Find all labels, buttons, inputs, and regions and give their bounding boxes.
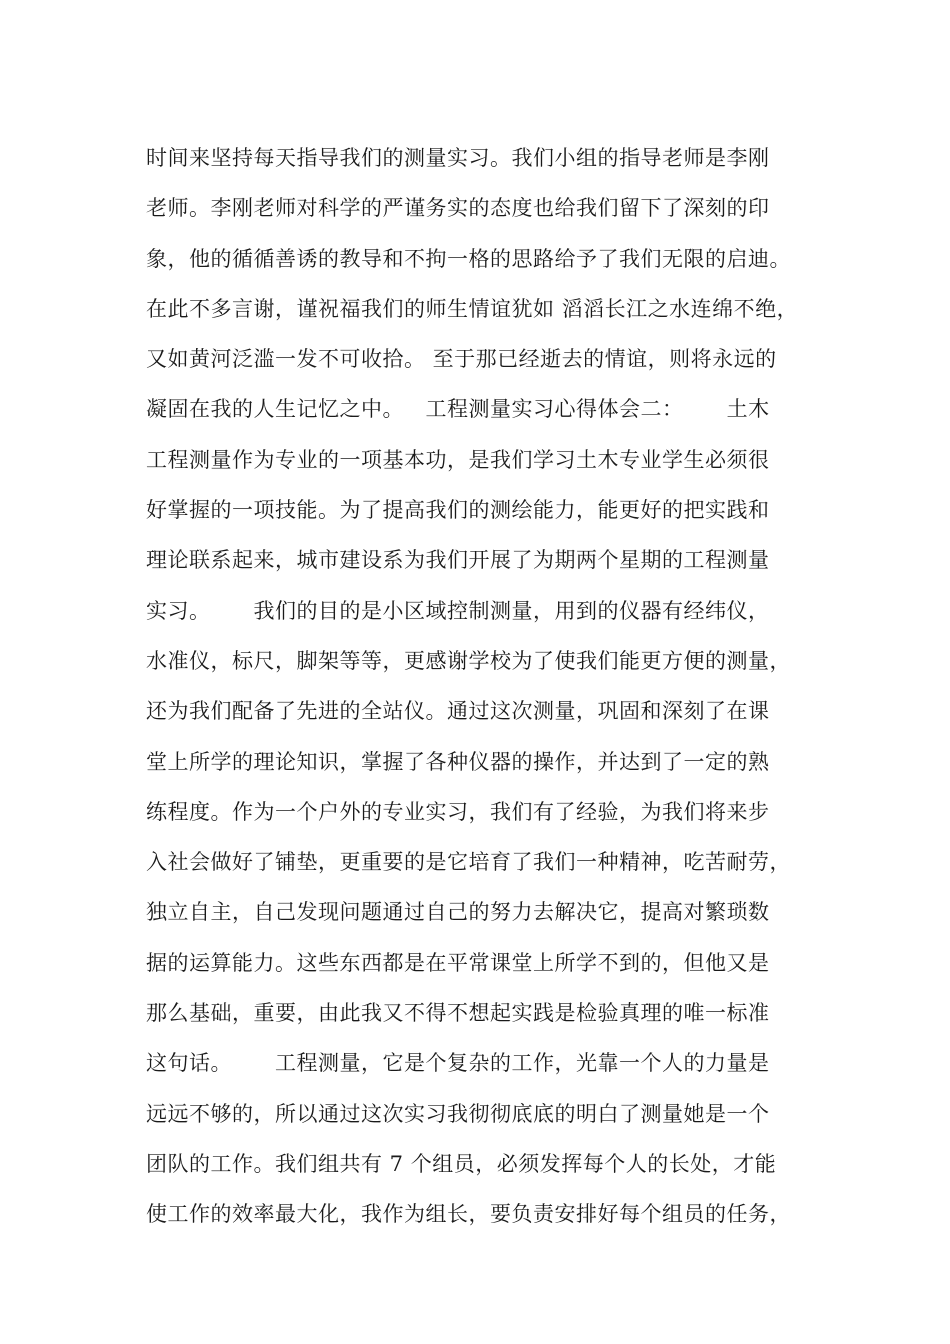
text-line: 时间来坚持每天指导我们的测量实习。我们小组的指导老师是李刚: [146, 146, 770, 170]
text-line: 又如黄河泛滥一发不可收拾。 至于那已经逝去的情谊，则将永远的: [146, 347, 777, 372]
text-line: 据的运算能力。这些东西都是在平常课堂上所学不到的，但他又是: [146, 950, 770, 975]
text-line: 远远不够的，所以通过这次实习我彻彻底底的明白了测量她是一个: [146, 1101, 770, 1126]
text-line: 实习。 我们的目的是小区域控制测量，用到的仪器有经纬仪，: [146, 598, 770, 623]
text-line: 水准仪，标尺，脚架等等，更感谢学校为了使我们能更方便的测量，: [146, 648, 791, 673]
text-line: 独立自主，自己发现问题通过自己的努力去解决它，提高对繁琐数: [146, 900, 770, 925]
text-line: 练程度。作为一个户外的专业实习，我们有了经验，为我们将来步: [146, 799, 770, 824]
text-line: 老师。李刚老师对科学的严谨务实的态度也给我们留下了深刻的印: [146, 196, 770, 221]
text-line: 好掌握的一项技能。为了提高我们的测绘能力，能更好的把实践和: [146, 498, 770, 523]
text-line: 入社会做好了铺垫，更重要的是它培育了我们一种精神，吃苦耐劳，: [146, 850, 791, 875]
text-line: 这句话。 工程测量，它是个复杂的工作，光靠一个人的力量是: [146, 1051, 770, 1076]
text-line: 凝固在我的人生记忆之中。 工程测量实习心得体会二： 土木: [146, 397, 770, 422]
text-line: 理论联系起来，城市建设系为我们开展了为期两个星期的工程测量: [146, 548, 770, 573]
text-line: 堂上所学的理论知识，掌握了各种仪器的操作，并达到了一定的熟: [146, 749, 770, 774]
text-line: 工程测量作为专业的一项基本功，是我们学习土木专业学生必须很: [146, 447, 770, 472]
text-line: 象，他的循循善诱的教导和不拘一格的思路给予了我们无限的启迪。: [146, 246, 791, 271]
text-line: 那么基础，重要，由此我又不得不想起实践是检验真理的唯一标准: [146, 1001, 770, 1026]
body-text: [146, 133, 836, 1240]
text-line: 团队的工作。我们组共有 7 个组员，必须发挥每个人的长处，才能: [146, 1151, 777, 1176]
text-line: 还为我们配备了先进的全站仪。通过这次测量，巩固和深刻了在课: [146, 699, 770, 724]
text-line: 在此不多言谢，谨祝福我们的师生情谊犹如 滔滔长江之水连绵不绝，: [146, 296, 799, 321]
text-line: 使工作的效率最大化，我作为组长，要负责安排好每个组员的任务，: [146, 1202, 791, 1227]
